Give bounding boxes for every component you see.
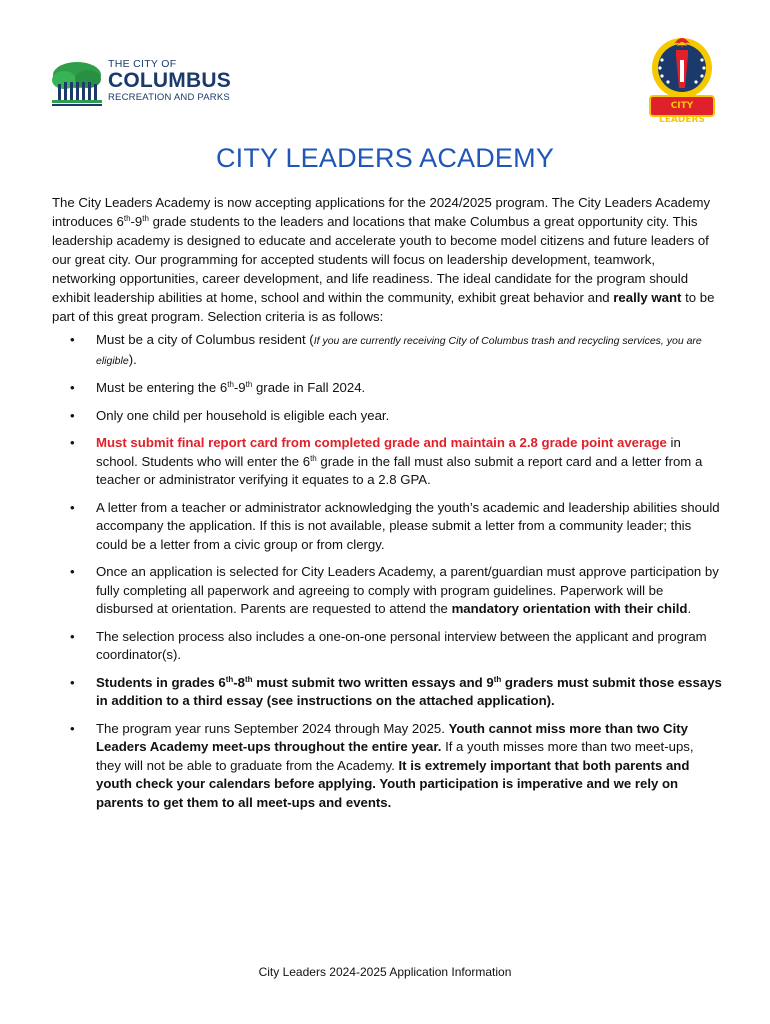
criteria-item-report-card: [52, 434, 722, 490]
selection-criteria-list: [52, 331, 722, 812]
criteria-4-text-b: grade in the fall must also submit a report card and a letter from a teacher or administrator verifying it equates to a 2.8 GPA.: [96, 453, 703, 487]
logo-line-1: THE CITY OF: [108, 58, 177, 70]
intro-sup-2: th: [142, 214, 149, 223]
criteria-8-sup-3: th: [493, 674, 502, 684]
intro-text-1: The City Leaders Academy is now accepting applications for the 2024/2025 program. The City Leaders Academy introduces 6: [52, 195, 711, 229]
criteria-item-household: [52, 407, 722, 426]
intro-text-4: to be part of this great program. Selection criteria is as follows:: [52, 290, 715, 324]
criteria-9-bold-2: It is extremely important that both parents and youth check your calendars before applying. Youth participation is imperative and we rely on parents to get them to all meet-ups and events.: [96, 757, 690, 810]
page-footer: City Leaders 2024-2025 Application Information: [258, 965, 512, 979]
city-leaders-logo: [644, 30, 720, 125]
bullet-icon: •: [70, 380, 75, 395]
criteria-8-sup-1: th: [225, 674, 234, 684]
tree-icon: [50, 60, 104, 108]
columbus-recreation-parks-logo: [50, 58, 250, 110]
criteria-6-text-b: .: [687, 601, 692, 616]
criteria-4-red: Must submit final report card from completed grade and maintain a 2.8 grade point average: [96, 435, 667, 450]
criteria-8-text-b: -8: [233, 674, 246, 690]
criteria-item-attendance: [52, 720, 722, 813]
criteria-1-italic: If you are currently receiving City of Columbus trash and recycling services, you are eligible: [96, 335, 702, 367]
criteria-item-residency: [52, 331, 722, 370]
intro-sup-1: th: [123, 214, 131, 223]
bullet-icon: •: [70, 628, 75, 644]
intro-bold: really want: [613, 290, 682, 305]
city-leaders-logo-text: CITY LEADERS: [659, 101, 705, 125]
criteria-item-interview: [52, 628, 722, 665]
criteria-2-text-b: -9: [233, 380, 246, 395]
criteria-8-text-a: Students in grades 6: [96, 674, 226, 690]
intro-paragraph: [52, 193, 722, 326]
criteria-item-grade: [52, 379, 722, 398]
page-title: CITY LEADERS ACADEMY: [215, 143, 555, 173]
bullet-icon: •: [70, 407, 75, 423]
criteria-8-sup-2: th: [245, 674, 253, 684]
criteria-9-text-a: The program year runs September 2024 through May 2025.: [96, 720, 449, 736]
logo-line-2: COLUMBUS: [108, 69, 231, 92]
criteria-item-parent-approval: [52, 563, 722, 619]
criteria-4-sup-1: th: [310, 453, 317, 463]
intro-text-3: grade students to the leaders and locations that make Columbus a great opportunity city. This leadership academy is designed to educate and accelerate youth to become model citizens and future leaders of our great city. Our programming for accepted students will focus on leadership development, teamwork, networking opportunities, career development, and life readiness. The ideal candidate for the program should exhibit leadership abilities at home, school and within the community, exhibit great behavior and: [52, 214, 709, 305]
criteria-4-text-a: in school. Students who will enter the 6: [96, 435, 681, 469]
logo-line-3: RECREATION AND PARKS: [108, 92, 230, 103]
bullet-icon: •: [70, 564, 75, 579]
criteria-1-text-a: Must be a city of Columbus resident (: [96, 332, 314, 347]
criteria-8-text-d: graders must submit those essays in addition to a third essay (see instructions on the attached application).: [96, 674, 722, 708]
criteria-6-bold: mandatory orientation with their child: [451, 601, 688, 616]
columbus-logo-text: [108, 58, 231, 104]
criteria-3-text: Only one child per household is eligible each year.: [96, 407, 390, 423]
criteria-2-sup-2: th: [245, 380, 253, 389]
criteria-9-bold-1: Youth cannot miss more than two City Leaders Academy meet-ups throughout the entire year.: [96, 720, 688, 754]
bullet-icon: •: [70, 674, 75, 690]
criteria-6-text-a: Once an application is selected for City Leaders Academy, a parent/guardian must approve participation by fully completing all paperwork and agreeing to comply with program guidelines. Paperwork will be disbursed at orientation. Parents are requested to attend the: [96, 564, 719, 616]
criteria-item-letter: [52, 499, 722, 555]
criteria-1-text-b: ).: [128, 351, 137, 367]
criteria-item-essays: [52, 674, 722, 711]
intro-text-2: -9: [130, 214, 143, 229]
criteria-7-text: The selection process also includes a one-on-one personal interview between the applicant and program coordinator(s).: [96, 628, 707, 662]
criteria-9-text-b: If a youth misses more than two meet-ups, they will not be able to graduate from the Academy.: [96, 739, 694, 773]
criteria-5-text: A letter from a teacher or administrator acknowledging the youth’s academic and leadership abilities should accompany the application. If this is not available, please submit a letter from a community leader; this could be a letter from a civic group or from clergy.: [96, 499, 720, 552]
bullet-icon: •: [70, 499, 75, 515]
bullet-icon: •: [70, 720, 75, 736]
criteria-2-text-c: grade in Fall 2024.: [252, 380, 366, 395]
bullet-icon: •: [70, 332, 75, 347]
bullet-icon: •: [70, 435, 75, 450]
criteria-8-text-c: must submit two written essays and 9: [252, 674, 494, 690]
criteria-2-text-a: Must be entering the 6: [96, 380, 228, 395]
criteria-2-sup-1: th: [227, 380, 234, 389]
